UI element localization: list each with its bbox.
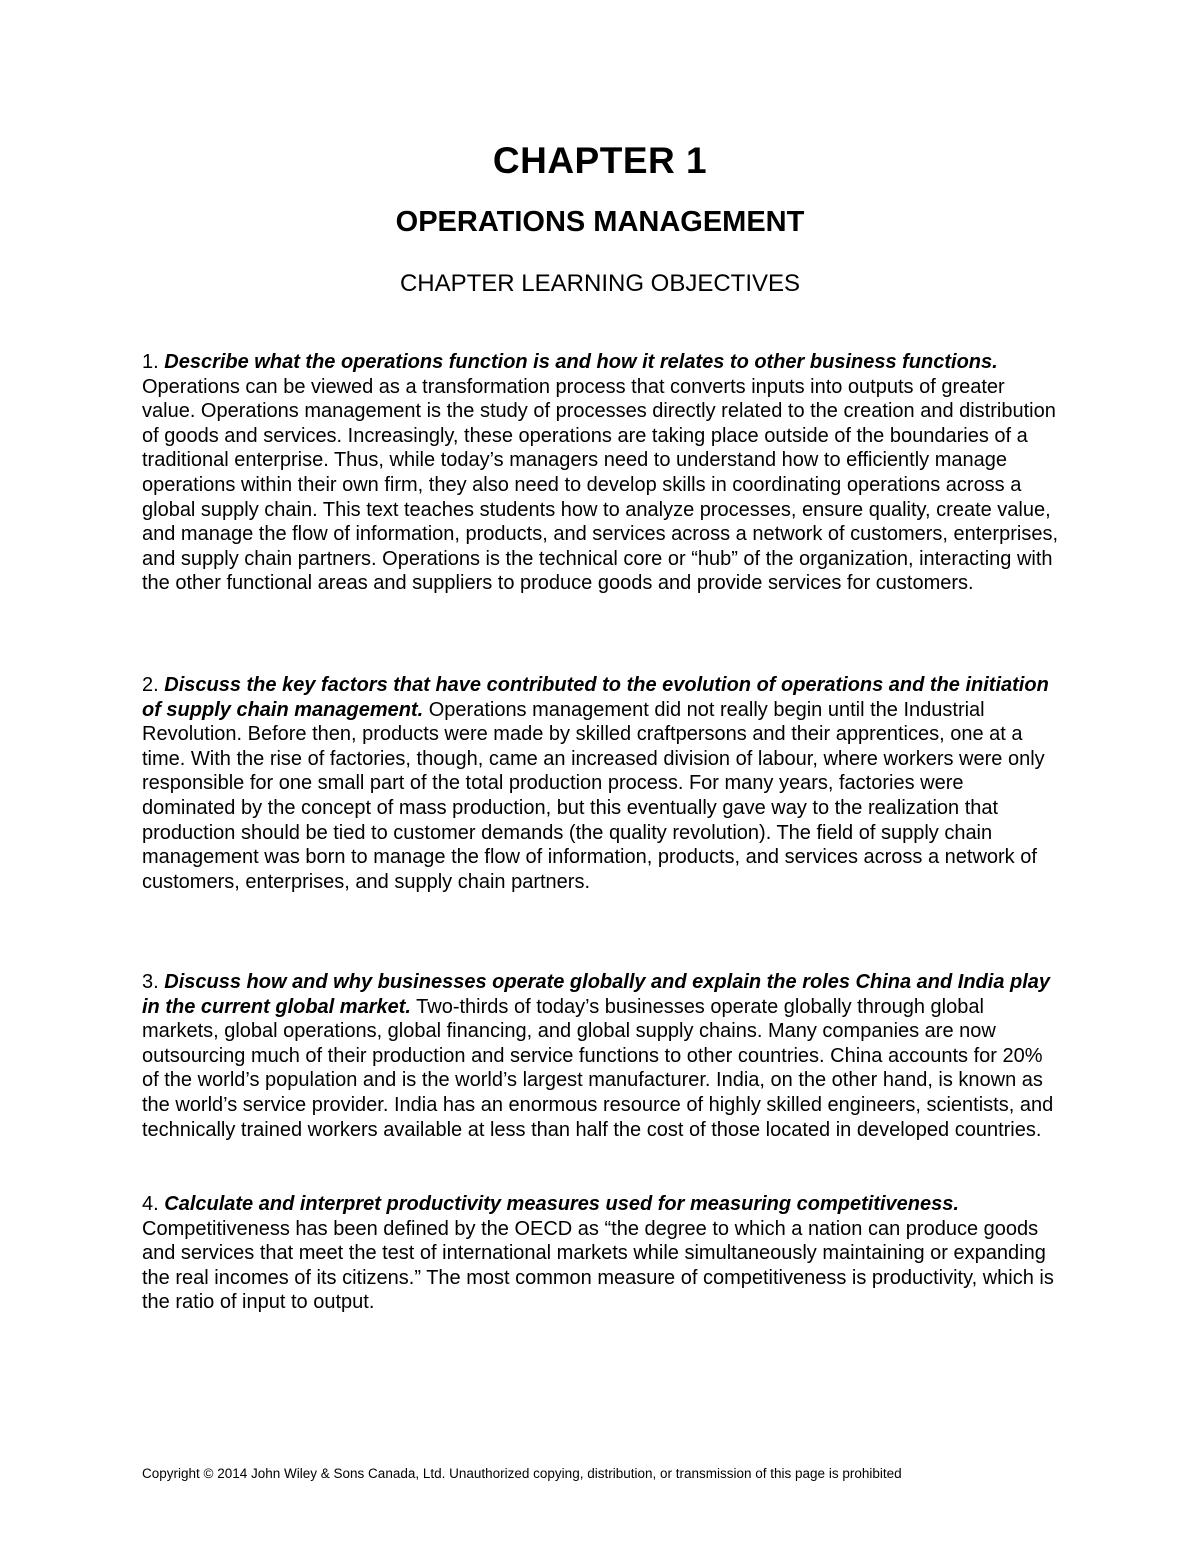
objective-number: 2. — [142, 674, 165, 696]
chapter-title: CHAPTER 1 — [492, 140, 708, 181]
objectives-heading: CHAPTER LEARNING OBJECTIVES — [399, 270, 801, 297]
chapter-subtitle: OPERATIONS MANAGEMENT — [395, 206, 805, 238]
objective-body: Two-thirds of today’s businesses operate globally through global markets, global operations, global financing, and global supply chains. Many companies are now outsourcing much of their production and service functions to other countries. China accounts for 20% of the world’s population and is the world’s largest manufacturer. India, on the other hand, is known as the world’s service provider. India has an enormous resource of highly skilled engineers, scientists, and technically trained workers available at less than half the cost of those located in developed countries. — [142, 995, 1054, 1141]
objective-number: 4. — [142, 1193, 165, 1215]
objective-1 — [142, 350, 1062, 596]
copyright-footer: Copyright © 2014 John Wiley & Sons Canada, Ltd. Unauthorized copying, distribution, or transmission of this page is prohibited — [142, 1466, 902, 1481]
objective-3 — [142, 970, 1062, 1142]
objective-lead: Discuss how and why businesses operate globally and explain the roles China and India play in the current global market. — [142, 971, 1051, 1018]
objective-lead: Calculate and interpret productivity measures used for measuring competitiveness. — [164, 1193, 959, 1215]
objective-number: 1. — [142, 351, 165, 373]
objective-4 — [142, 1192, 1062, 1315]
objective-lead: Describe what the operations function is and how it relates to other business functions. — [164, 351, 998, 373]
objective-2 — [142, 673, 1062, 894]
objective-body: Operations management did not really begin until the Industrial Revolution. Before then, products were made by skilled craftpersons and their apprentices, one at a time. With the rise of factories, though, came an increased division of labour, where workers were only responsible for one small part of the total production process. For many years, factories were dominated by the concept of mass production, but this eventually gave way to the realization that production should be tied to customer demands (the quality revolution). The field of supply chain management was born to manage the flow of information, products, and services across a network of customers, enterprises, and supply chain partners. — [142, 698, 1045, 893]
objective-body: Competitiveness has been defined by the OECD as “the degree to which a nation can produce goods and services that meet the test of international markets while simultaneously maintaining or expanding the real incomes of its citizens.” The most common measure of competitiveness is productivity, which is the ratio of input to output. — [142, 1217, 1054, 1314]
objective-body: Operations can be viewed as a transformation process that converts inputs into outputs of greater value. Operations management is the study of processes directly related to the creation and distribution of goods and services. Increasingly, these operations are taking place outside of the boundaries of a traditional enterprise. Thus, while today’s managers need to understand how to efficiently manage operations within their own firm, they also need to develop skills in coordinating operations across a global supply chain. This text teaches students how to analyze processes, ensure quality, create value, and manage the flow of information, products, and services across a network of customers, enterprises, and supply chain partners. Operations is the technical core or “hub” of the organization, interacting with the other functional areas and suppliers to produce goods and provide services for customers. — [142, 375, 1058, 595]
objective-lead: Discuss the key factors that have contributed to the evolution of operations and the initiation of supply chain management. — [142, 674, 1049, 721]
objective-number: 3. — [142, 971, 165, 993]
